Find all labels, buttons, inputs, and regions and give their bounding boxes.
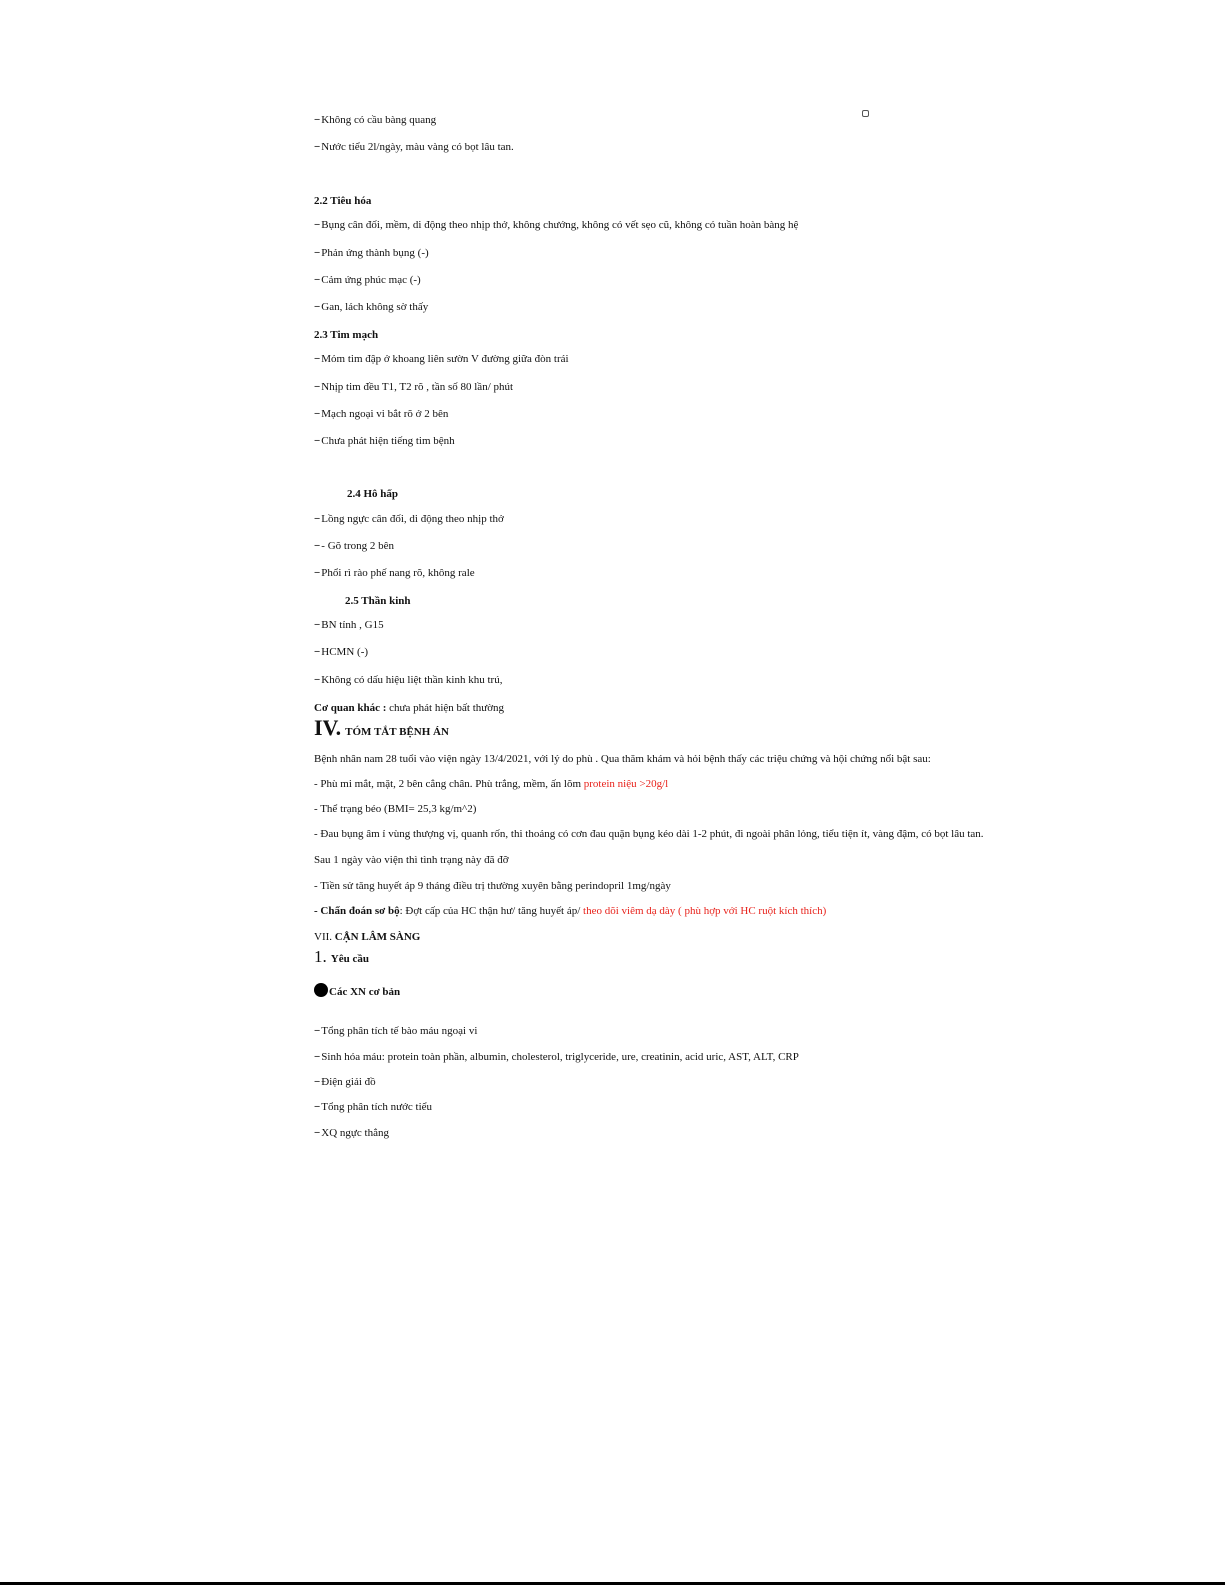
line-text: Nhịp tim đều T1, T2 rõ , tần số 80 lần/ phút	[321, 381, 514, 393]
line-text: BN tỉnh , G15	[321, 619, 384, 631]
test-item	[314, 1050, 799, 1064]
dash-bullet: −	[314, 408, 321, 420]
diagnosis-line	[314, 904, 826, 918]
dash-bullet: −	[314, 1051, 321, 1063]
exam-line	[314, 300, 428, 314]
exam-line	[314, 380, 513, 394]
dash-bullet: −	[314, 219, 321, 231]
section-vii-title: CẬN LÂM SÀNG	[334, 931, 421, 943]
summary-paragraph: - Tiền sử tăng huyết áp 9 tháng điều trị thường xuyên bằng perindopril 1mg/ngày	[314, 880, 671, 892]
line-text: Chưa phát hiện tiếng tim bệnh	[321, 435, 455, 447]
section-iv-title: TÓM TẮT BỆNH ÁN	[345, 726, 449, 738]
line-text: Phản ứng thành bụng (-)	[321, 247, 429, 259]
section-iv-heading	[314, 715, 449, 741]
exam-line	[314, 246, 429, 260]
diagnosis-label: - Chẩn đoán sơ bộ	[314, 905, 400, 917]
diagnosis-text: : Đợt cấp của HC thận hư/ tăng huyết áp/	[399, 905, 584, 917]
test-item-text: Tổng phân tích nước tiểu	[321, 1101, 433, 1113]
exam-line	[314, 645, 368, 659]
dash-bullet: −	[314, 1025, 321, 1037]
dash-bullet: −	[314, 353, 321, 365]
dash-bullet: −	[314, 114, 321, 126]
summary-text: - Phù mi mắt, mặt, 2 bên cẳng chân. Phù trắng, mềm, ấn lõm	[314, 778, 584, 790]
other-organs-text: chưa phát hiện bất thường	[386, 702, 505, 714]
test-item-text: XQ ngực thẳng	[321, 1127, 389, 1139]
exam-line	[314, 434, 455, 448]
summary-paragraph	[314, 777, 668, 791]
bullet-dot-icon	[314, 983, 328, 997]
line-text: - Gõ trong 2 bên	[321, 540, 394, 552]
section-iv-numeral: IV.	[314, 715, 342, 740]
exam-line	[314, 673, 502, 687]
section-vii-numeral: VII.	[314, 931, 333, 943]
section-heading-than-kinh: 2.5 Thần kinh	[345, 595, 411, 607]
dash-bullet: −	[314, 301, 321, 313]
exam-line	[314, 512, 504, 526]
line-text: Không có cầu bàng quang	[321, 114, 437, 126]
test-item	[314, 1100, 432, 1114]
exam-line	[314, 566, 475, 580]
summary-paragraph: Sau 1 ngày vào viện thì tình trạng này đã đỡ	[314, 854, 509, 866]
bullet-heading	[314, 983, 400, 999]
subsection-heading	[314, 947, 369, 967]
dash-bullet: −	[314, 435, 321, 447]
exam-line	[314, 407, 448, 421]
exam-line	[314, 273, 421, 287]
test-item-text: Sinh hóa máu: protein toàn phần, albumin, cholesterol, triglyceride, ure, creatinin, acid uric, AST, ALT, CRP	[321, 1051, 799, 1063]
summary-paragraph: Bệnh nhân nam 28 tuổi vào viện ngày 13/4/2021, với lý do phù . Qua thăm khám và hỏi bệnh thấy các triệu chứng và hội chứng nổi bật sau:	[314, 753, 931, 765]
exam-line	[314, 218, 798, 232]
other-organs-label: Cơ quan khác :	[314, 702, 387, 714]
section-heading-tieu-hoa: 2.2 Tiêu hóa	[314, 195, 372, 207]
dash-bullet: −	[314, 674, 321, 686]
test-item	[314, 1024, 477, 1038]
dash-bullet: −	[314, 540, 321, 552]
dash-bullet: −	[314, 567, 321, 579]
line-text: Không có dấu hiệu liệt thần kinh khu trú,	[321, 674, 503, 686]
line-text: Bụng cân đối, mềm, di động theo nhịp thở, không chướng, không có vết sẹo cũ, không có tuần hoàn bàng hệ	[321, 219, 799, 231]
line-text: Mạch ngoại vi bắt rõ ở 2 bên	[321, 408, 449, 420]
highlight-red-text: protein niệu >20g/l	[583, 778, 669, 790]
subsection-title: Yêu cầu	[330, 953, 369, 965]
section-heading-tim-mach: 2.3 Tim mạch	[314, 329, 379, 341]
dash-bullet: −	[314, 141, 321, 153]
dash-bullet: −	[314, 247, 321, 259]
dash-bullet: −	[314, 1076, 321, 1088]
exam-line	[314, 352, 569, 366]
page-marker-icon	[862, 110, 869, 117]
line-text: Gan, lách không sờ thấy	[321, 301, 429, 313]
test-item	[314, 1075, 376, 1089]
dash-bullet: −	[314, 513, 321, 525]
test-item-text: Tổng phân tích tế bào máu ngoại vi	[321, 1025, 478, 1037]
exam-line	[314, 618, 384, 632]
section-heading-ho-hap: 2.4 Hô hấp	[347, 488, 399, 500]
subsection-number: 1.	[314, 947, 327, 966]
summary-paragraph: - Thể trạng béo (BMI= 25,3 kg/m^2)	[314, 803, 477, 815]
line-text: Lồng ngực cân đối, di động theo nhịp thở	[321, 513, 504, 525]
dash-bullet: −	[314, 619, 321, 631]
dash-bullet: −	[314, 381, 321, 393]
dash-bullet: −	[314, 274, 321, 286]
line-text: Mỏm tim đập ở khoang liên sườn V đường giữa đòn trái	[321, 353, 569, 365]
other-organs-line	[314, 701, 504, 715]
dash-bullet: −	[314, 646, 321, 658]
exam-line	[314, 140, 514, 154]
summary-paragraph: - Đau bụng âm ỉ vùng thượng vị, quanh rốn, thi thoảng có cơn đau quặn bụng kéo dài 1-2 phút, đi ngoài phân lỏng, tiểu tiện ít, vàng đậm, có bọt lâu tan.	[314, 828, 984, 840]
exam-line	[314, 113, 436, 127]
line-text: Nước tiểu 2l/ngày, màu vàng có bọt lâu tan.	[321, 141, 514, 153]
line-text: Phổi rì rào phế nang rõ, không rale	[321, 567, 475, 579]
dash-bullet: −	[314, 1127, 321, 1139]
bullet-heading-text: Các XN cơ bản	[329, 986, 401, 998]
test-item-text: Điện giải đồ	[321, 1076, 376, 1088]
section-vii-heading	[314, 930, 420, 944]
line-text: HCMN (-)	[321, 646, 369, 658]
dash-bullet: −	[314, 1101, 321, 1113]
test-item	[314, 1126, 389, 1140]
line-text: Cảm ứng phúc mạc (-)	[321, 274, 421, 286]
exam-line	[314, 539, 394, 553]
highlight-red-text: theo dõi viêm dạ dày ( phù hợp với HC ruột kích thích)	[583, 905, 827, 917]
